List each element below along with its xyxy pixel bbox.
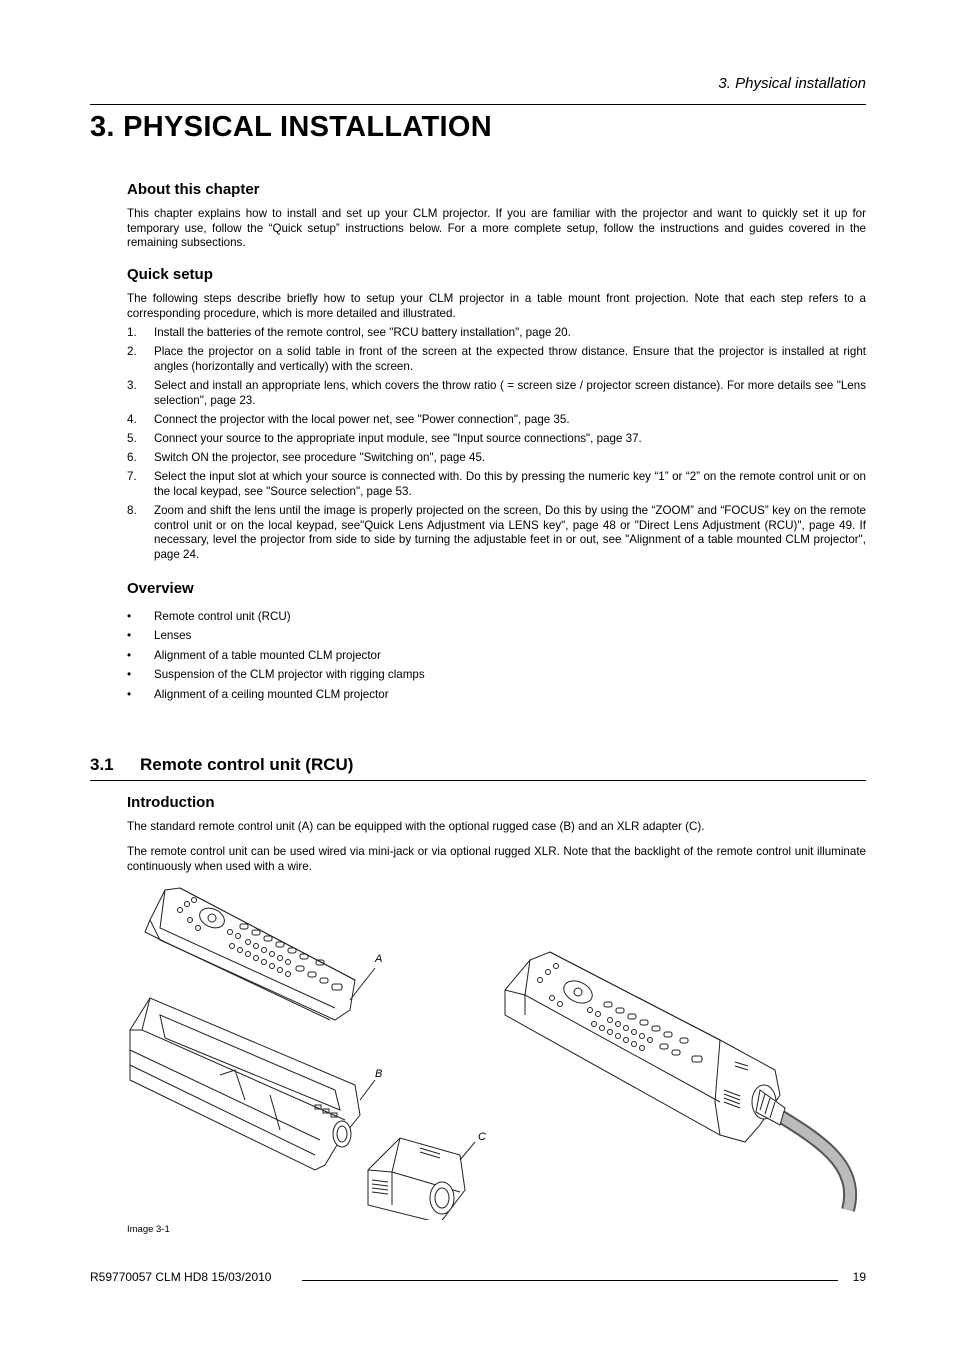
step-number: 2. — [127, 345, 137, 359]
overview-item-text: Alignment of a ceiling mounted CLM projector — [154, 687, 389, 701]
bullet: • — [127, 648, 132, 662]
bullet: • — [127, 668, 132, 682]
step-item — [127, 504, 866, 562]
step-text: Place the projector on a solid table in front of the screen at the expected throw distance. Ensure that the projector is installed at right angles (horizontally and vertically) with the screen. — [154, 345, 866, 373]
remote-with-xlr-cable — [505, 952, 850, 1210]
running-header: 3. Physical installation — [718, 75, 866, 92]
remote-control-a — [145, 888, 375, 1020]
step-text: Switch ON the projector, see procedure "Switching on", page 45. — [154, 451, 486, 465]
label-c: C — [478, 1131, 486, 1143]
step-number: 5. — [127, 431, 137, 445]
overview-item-text: Alignment of a table mounted CLM projector — [154, 648, 381, 662]
xlr-adapter-c — [368, 1138, 475, 1220]
page-number: 19 — [852, 1270, 866, 1284]
overview-item — [127, 668, 866, 683]
step-item — [127, 326, 866, 341]
overview-item — [127, 649, 866, 664]
bullet: • — [127, 610, 132, 623]
step-number: 8. — [127, 504, 137, 518]
step-item — [127, 345, 866, 374]
overview-item-text: Suspension of the CLM projector with rigging clamps — [154, 668, 425, 682]
rcu-illustration — [120, 880, 870, 1220]
overview-item — [127, 629, 866, 644]
overview-item — [127, 610, 866, 625]
quick-setup-intro: The following steps describe briefly how to setup your CLM projector in a table mount front projection. Note that each step refers to a corresponding procedure, which is more detailed and illustrated. — [127, 292, 866, 320]
intro-para-2: The remote control unit can be used wired via mini-jack or via optional rugged XLR. Note that the backlight of the remote control unit illuminate continuously when used with a wire. — [127, 845, 866, 873]
step-item — [127, 379, 866, 408]
quick-setup-steps — [127, 326, 866, 562]
section-rule — [90, 780, 866, 781]
step-item — [127, 451, 866, 466]
about-heading: About this chapter — [127, 181, 260, 198]
step-number: 1. — [127, 326, 137, 339]
step-text: Select the input slot at which your source is connected with. Do this by pressing the numeric key “1” or “2” on the remote control unit or on the local keypad, see "Source selection", page 53. — [154, 470, 866, 498]
introduction-heading: Introduction — [127, 794, 215, 811]
chapter-title: 3. PHYSICAL INSTALLATION — [90, 111, 492, 143]
step-number: 7. — [127, 470, 137, 484]
step-number: 4. — [127, 412, 137, 426]
overview-item — [127, 688, 866, 703]
step-item — [127, 432, 866, 447]
section-title-text: Remote control unit (RCU) — [140, 755, 354, 774]
step-item — [127, 470, 866, 499]
step-text: Select and install an appropriate lens, which covers the throw ratio ( = screen size / projector screen distance). For more details see "Lens selection", page 23. — [154, 378, 866, 407]
step-text: Install the batteries of the remote control, see "RCU battery installation", page 20. — [154, 326, 571, 339]
step-number: 6. — [127, 451, 137, 465]
footer-rule — [302, 1280, 838, 1281]
footer-doc-ref: R59770057 CLM HD8 15/03/2010 — [90, 1270, 272, 1284]
quick-setup-heading: Quick setup — [127, 266, 213, 283]
bullet: • — [127, 687, 132, 701]
label-b: B — [375, 1068, 383, 1080]
step-text: Connect the projector with the local power net, see "Power connection", page 35. — [154, 412, 570, 426]
section-number: 3.1 — [90, 755, 114, 774]
intro-para-1: The standard remote control unit (A) can be equipped with the optional rugged case (B) and an XLR adapter (C). — [127, 820, 705, 833]
step-text: Connect your source to the appropriate input module, see "Input source connections", page 37. — [154, 431, 642, 445]
step-text: Zoom and shift the lens until the image is properly projected on the screen, Do this by using the “ZOOM” and “FOCUS” key on the remote control unit or on the local keypad, see"Quick Lens Adjustment via LENS key", page 48 or "Direct Lens Adjustment (RCU)", page 49. If necessary, level the projector from side to side by turning the adjustable feet in or out, see "Alignment of a table mounted CLM projector", page 24. — [154, 504, 866, 561]
step-number: 3. — [127, 378, 137, 392]
about-text: This chapter explains how to install and set up your CLM projector. If you are familiar with the projector and want to quickly set it up for temporary use, follow the “Quick setup” instructions below. For a more complete setup, follow the instructions and guides covered in the remaining subsections. — [127, 207, 866, 250]
overview-item-text: Remote control unit (RCU) — [154, 610, 291, 623]
figure-caption: Image 3-1 — [127, 1224, 170, 1235]
step-item — [127, 413, 866, 428]
rugged-case-b — [130, 998, 375, 1170]
header-rule — [90, 104, 866, 105]
overview-item-text: Lenses — [154, 629, 192, 643]
label-a: A — [375, 953, 383, 965]
bullet: • — [127, 629, 132, 643]
overview-list — [127, 610, 866, 702]
section-title — [90, 755, 353, 775]
overview-heading: Overview — [127, 580, 194, 597]
